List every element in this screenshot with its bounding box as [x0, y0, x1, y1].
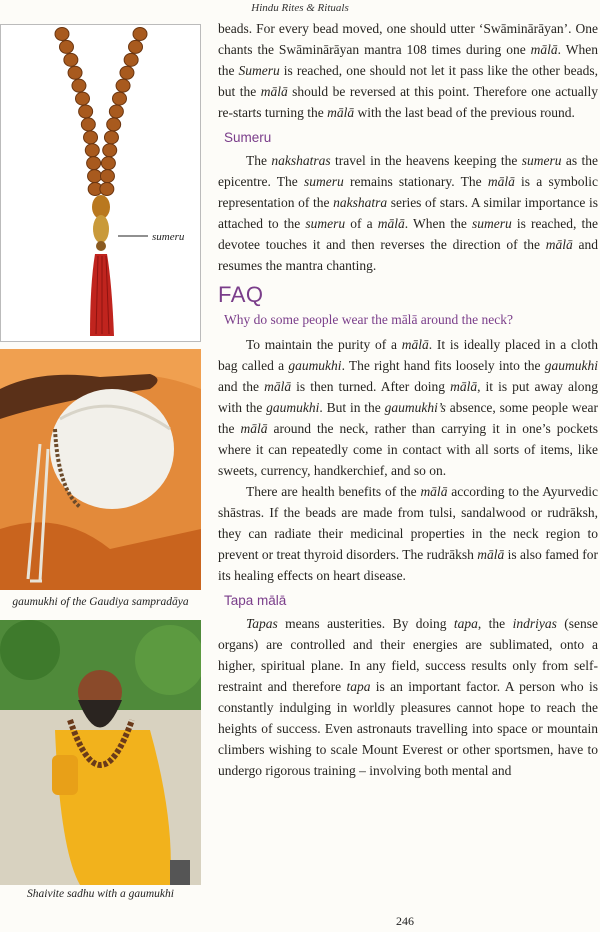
gaumukhi-photo — [0, 349, 201, 590]
mala-bead — [107, 118, 121, 131]
mala-bead — [88, 170, 102, 183]
paragraph-3: To maintain the purity of a mālā. It is ideally placed in a cloth bag called a gaumukhi. The right hand fits loosely into the gaumukhi and the mālā is then turned. After doing mālā, it is put away along with the gaumukhi. But in the gaumukhi’s absence, some people wear the mālā around the neck, rather than carrying it in one’s pockets where it can repeatedly come in contact with all sorts of items, like sweets, currency, handkerchief, and so on. — [218, 337, 598, 478]
caption-sadhu: Shaivite sadhu with a gaumukhi — [27, 888, 174, 900]
page-number: 246 — [396, 914, 414, 928]
heading-sumeru: Sumeru — [224, 130, 272, 145]
mala-bead — [109, 105, 123, 118]
paragraph-4: There are health benefits of the mālā according to the Ayurvedic shāstras. If the beads are made from tulsi, sandalwood or rudrāksh, they can radiate their medicinal properties in the neck region to prevent or treat thyroid disorders. The rudrāksh mālā is also famed for its healing effects on heart disease. — [218, 484, 598, 583]
body-text — [218, 18, 598, 781]
paragraph-5: Tapas means austerities. By doing tapa, the indriyas (sense organs) are controlled and their energies are sublimated, onto a higher, spiritual plane. In any field, success results only from self-restraint and therefore tapa is an important factor. A person who is constantly indulging in worldly pleasures cannot hope to reach the heights of success. Even astronauts travelling into space or mountain climbers wishing to scale Mount Everest or other sportsmen, have to undergo rigorous training – involving both mental and — [218, 616, 598, 778]
mala-bead — [116, 79, 130, 92]
heading-faq: FAQ — [218, 282, 264, 307]
mala-bead — [79, 105, 93, 118]
mala-bead — [84, 131, 98, 144]
caption-gaumukhi: gaumukhi of the Gaudiya sampradāya — [12, 596, 189, 608]
mala-bead — [68, 66, 82, 79]
running-head: Hindu Rites & Rituals — [251, 2, 349, 14]
mala-bead — [59, 40, 73, 53]
mala-bead — [101, 157, 115, 170]
mala-photo — [0, 24, 201, 342]
sadhu-photo — [0, 620, 201, 885]
mala-bead — [64, 53, 78, 66]
mala-bead — [81, 118, 95, 131]
mala-bead — [55, 28, 69, 41]
mala-bead — [120, 66, 134, 79]
mala-bead — [76, 92, 90, 105]
mala-bead — [100, 183, 114, 196]
paragraph-1: beads. For every bead moved, one should utter ‘Swāminārāyan’. One chants the Swāminārāyan mantra 108 times during one mālā. When the Sumeru is reached, one should not let it pass like the other beads, but the mālā should be reversed at this point. Therefore one actually re-starts turning the mālā with the last bead of the previous round. — [218, 21, 599, 120]
heading-tapa-mala: Tapa mālā — [224, 593, 287, 608]
mala-bead — [112, 92, 126, 105]
question-1: Why do some people wear the mālā around the neck? — [224, 312, 514, 327]
mala-bead — [104, 131, 118, 144]
mala-bead — [129, 40, 143, 53]
mala-bead — [85, 144, 99, 157]
mala-bead — [100, 170, 114, 183]
mala-bead — [103, 144, 117, 157]
mala-bead — [72, 79, 86, 92]
mala-bead — [133, 28, 147, 41]
sumeru-label: sumeru — [152, 231, 185, 243]
mala-bead — [124, 53, 138, 66]
mala-bead — [87, 157, 101, 170]
paragraph-2: The nakshatras travel in the heavens keeping the sumeru as the epicentre. The sumeru remains stationary. The mālā is a symbolic representation of the nakshatra series of stars. A similar importance is attached to the sumeru of a mālā. When the sumeru is reached, the devotee touches it and then reverses the direction of the mālā and resumes the mantra chanting. — [218, 153, 599, 273]
